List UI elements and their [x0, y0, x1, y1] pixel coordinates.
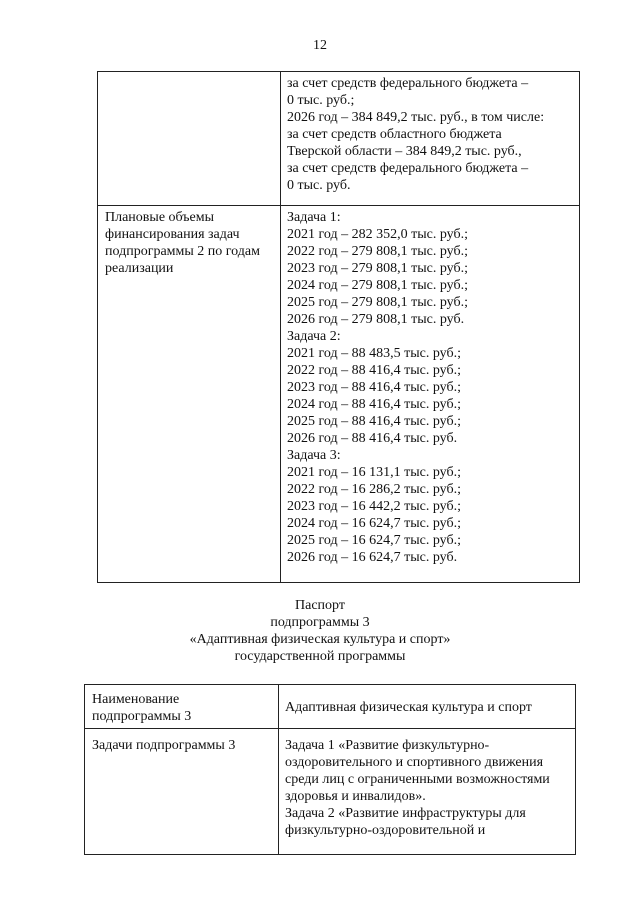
- heading-line: подпрограммы 3: [270, 615, 370, 630]
- text-line: 2025 год – 88 416,4 тыс. руб.;: [287, 414, 461, 429]
- text-line: Задача 1:: [287, 210, 341, 225]
- text-line: среди лиц с ограниченными возможностями: [285, 772, 550, 787]
- text-line: Задача 2:: [287, 329, 341, 344]
- text-line: Адаптивная физическая культура и спорт: [285, 699, 532, 715]
- section-heading: [0, 597, 640, 665]
- table-cell-label: [98, 206, 281, 583]
- table-cell-tasks: [279, 729, 576, 855]
- text-line: 2021 год – 16 131,1 тыс. руб.;: [287, 465, 461, 480]
- text-line: Задача 2 «Развитие инфраструктуры для: [285, 806, 526, 821]
- text-line: реализации: [105, 261, 174, 276]
- table-cell-empty: [98, 72, 281, 206]
- text-line: 2026 год – 88 416,4 тыс. руб.: [287, 431, 458, 446]
- text-line: физкультурно-оздоровительной и: [285, 823, 486, 838]
- text-line: Наименование: [92, 692, 180, 707]
- table-cell-funding-sources: [281, 72, 580, 206]
- text-line: 2026 год – 279 808,1 тыс. руб.: [287, 312, 465, 327]
- text-line: 2023 год – 279 808,1 тыс. руб.;: [287, 261, 468, 276]
- table-cell-label: [85, 729, 279, 855]
- text-line: 2025 год – 16 624,7 тыс. руб.;: [287, 533, 461, 548]
- table-cell-value: [279, 685, 576, 729]
- text-line: Тверской области – 384 849,2 тыс. руб.,: [287, 144, 522, 159]
- text-line: 2024 год – 279 808,1 тыс. руб.;: [287, 278, 468, 293]
- text-line: 2022 год – 279 808,1 тыс. руб.;: [287, 244, 468, 259]
- text-line: 2024 год – 16 624,7 тыс. руб.;: [287, 516, 461, 531]
- table-row: [85, 729, 576, 855]
- text-line: 2022 год – 88 416,4 тыс. руб.;: [287, 363, 461, 378]
- financing-table: [97, 71, 580, 583]
- text-line: подпрограммы 3: [92, 709, 192, 724]
- heading-line: «Адаптивная физическая культура и спорт»: [189, 632, 451, 647]
- text-line: 2026 год – 16 624,7 тыс. руб.: [287, 550, 458, 565]
- text-line: за счет средств федерального бюджета –: [287, 76, 529, 91]
- text-line: 0 тыс. руб.;: [287, 93, 355, 108]
- text-line: 2021 год – 88 483,5 тыс. руб.;: [287, 346, 461, 361]
- text-line: за счет средств областного бюджета: [287, 127, 502, 142]
- text-line: 2021 год – 282 352,0 тыс. руб.;: [287, 227, 468, 242]
- heading-line: государственной программы: [234, 649, 406, 664]
- heading-line: Паспорт: [295, 598, 345, 613]
- table-cell-task-amounts: [281, 206, 580, 583]
- text-line: Задача 1 «Развитие физкультурно-: [285, 738, 490, 753]
- text-line: 2025 год – 279 808,1 тыс. руб.;: [287, 295, 468, 310]
- passport-table: [84, 684, 576, 855]
- text-line: 2023 год – 88 416,4 тыс. руб.;: [287, 380, 461, 395]
- text-line: Плановые объемы: [105, 210, 215, 225]
- table-row: [98, 72, 580, 206]
- text-line: подпрограммы 2 по годам: [105, 244, 260, 259]
- text-line: 2024 год – 88 416,4 тыс. руб.;: [287, 397, 461, 412]
- page-number: 12: [313, 38, 327, 53]
- table-row: [85, 685, 576, 729]
- table-row: [98, 206, 580, 583]
- text-line: финансирования задач: [105, 227, 240, 242]
- text-line: 2023 год – 16 442,2 тыс. руб.;: [287, 499, 461, 514]
- text-line: 0 тыс. руб.: [287, 178, 351, 193]
- table-cell-label: [85, 685, 279, 729]
- text-line: за счет средств федерального бюджета –: [287, 161, 529, 176]
- text-line: Задача 3:: [287, 448, 341, 463]
- text-line: здоровья и инвалидов».: [285, 789, 426, 804]
- text-line: оздоровительного и спортивного движения: [285, 755, 544, 770]
- text-line: 2026 год – 384 849,2 тыс. руб., в том числе:: [287, 110, 545, 125]
- text-line: 2022 год – 16 286,2 тыс. руб.;: [287, 482, 461, 497]
- text-line: Задачи подпрограммы 3: [92, 738, 236, 753]
